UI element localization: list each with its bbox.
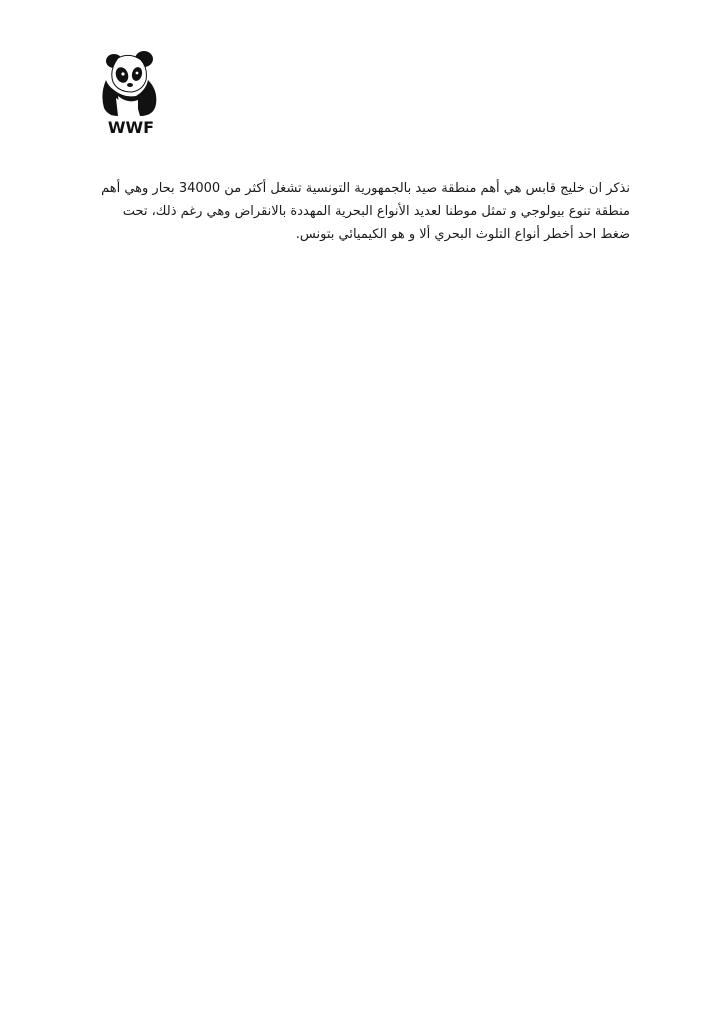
wwf-wordmark: WWF <box>107 118 155 137</box>
panda-icon <box>96 50 166 118</box>
wwf-logo <box>96 50 166 142</box>
body-paragraph: نذكر ان خليج قابس هي أهم منطقة صيد بالجمهورية التونسية تشغل أكثر من 34000 بحار وهي أهم منطقة تنوع بيولوجي و تمثل موطنا لعديد الأنواع البحرية المهددة بالانقراض وهي رغم ذلك، تحت ضغط احد أخطر أنواع التلوث البحري ألا و هو الكيميائي بتونس. <box>101 181 630 242</box>
